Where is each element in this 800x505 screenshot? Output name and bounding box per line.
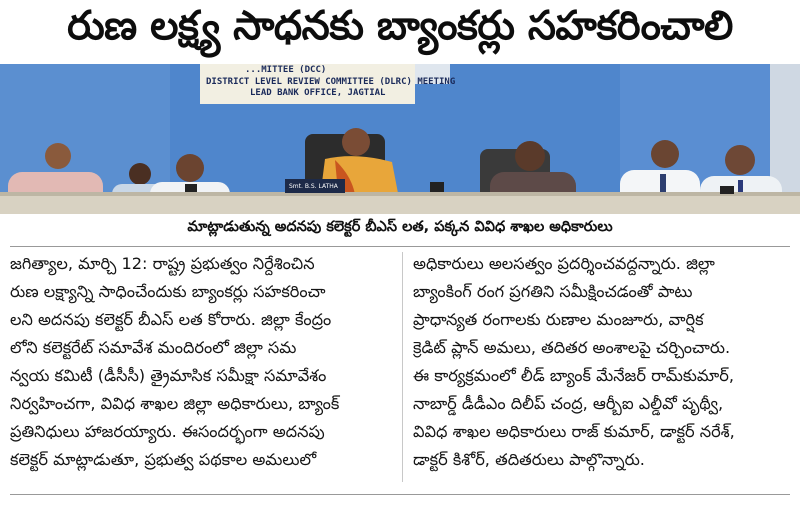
body-line: లని అదనపు కలెక్టర్ బీఎస్ లత కోరారు. జిల్లా కేంద్రం [10,310,332,329]
banner-line-3: LEAD BANK OFFICE, JAGTIAL [250,88,386,98]
body-line: నాబార్డ్ డీడీఎం దిలీప్ చంద్ర, ఆర్బీఐ ఎల్డీవో పృథ్వీ, [413,394,724,413]
article-body-left [10,250,392,474]
nameplate [285,179,345,193]
body-line: న్వయ కమిటీ (డీసీసీ) త్రైమాసిక సమీక్షా సమావేశం [10,366,327,385]
body-line: కలెక్టర్ మాట్లాడుతూ, ప్రభుత్వ పథకాల అమలులో [10,450,317,469]
body-line: రుణ లక్ష్యాన్ని సాధించేందుకు బ్యాంకర్లు సహకరించా [10,282,326,301]
news-photo [0,64,800,214]
body-line: క్రెడిట్ ప్లాన్ అమలు, తదితర అంశాలపై చర్చించారు. [413,338,731,357]
body-line: డాక్టర్ కిశోర్, తదితరులు పాల్గొన్నారు. [413,450,645,469]
body-line: లోని కలెక్టరేట్ సమావేశ మందిరంలో జిల్లా సమ [10,338,297,357]
body-line: ప్రతినిధులు హాజరయ్యారు. ఈసందర్భంగా అదనపు [10,422,325,441]
body-line: వివిధ శాఖల అధికారులు రాజ్ కుమార్, డాక్టర్ నరేశ్, [413,422,735,441]
body-line: జగిత్యాల, మార్చి 12: రాష్ట్ర ప్రభుత్వం నిర్దేశించిన [10,254,315,273]
body-line: ప్రాధాన్యత రంగాలకు రుణాల మంజూరు, వార్షిక [413,310,704,329]
banner-line-2: DISTRICT LEVEL REVIEW COMMITTEE (DLRC) MEETING [206,77,456,87]
nameplate-text: Smt. B.S. LATHA [289,183,338,190]
body-line: అధికారులు అలసత్వం ప్రదర్శించవద్దన్నారు. జిల్లా [413,254,715,273]
body-line: ఈ కార్యక్రమంలో లీడ్ బ్యాంక్ మేనేజర్ రామ్‌కుమార్, [413,366,734,385]
top-rule [10,246,790,247]
article-body-right [413,250,793,474]
photo-caption: మాట్లాడుతున్న అదనపు కలెక్టర్ బీఎస్ లత, పక్కన వివిధ శాఖల అధికారులు [187,219,613,235]
column-divider [402,252,403,482]
headline: రుణ లక్ష్య సాధనకు బ్యాంకర్లు సహకరించాలి [67,3,733,49]
banner-line-1: ...MITTEE (DCC) [245,65,327,75]
bottom-rule [10,494,790,495]
body-line: బ్యాంకింగ్ రంగ ప్రగతిని సమీక్షించడంతో పాటు [413,282,693,301]
body-line: నిర్వహించగా, వివిధ శాఖల జిల్లా అధికారులు, బ్యాంక్ [10,394,340,413]
meeting-photo-illustration [0,64,800,214]
